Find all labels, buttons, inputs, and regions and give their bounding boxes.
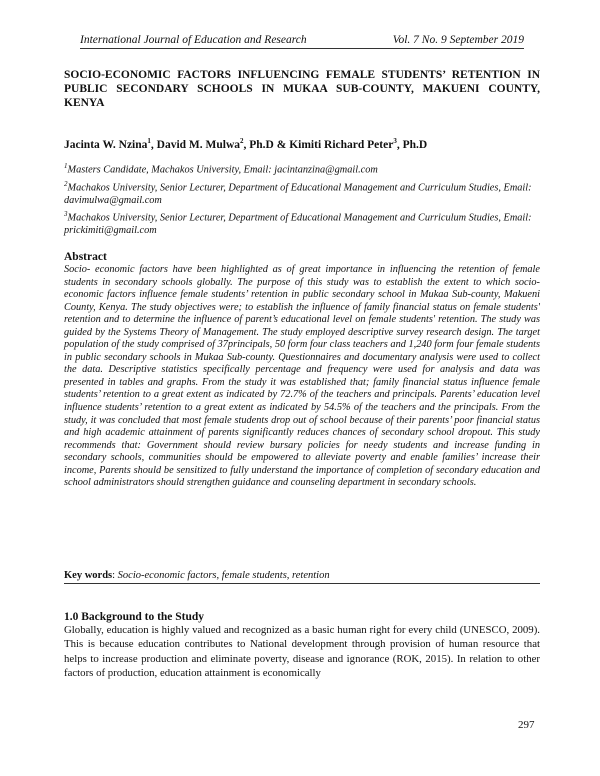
running-header — [80, 34, 524, 49]
author-separator: , Ph.D & — [243, 138, 290, 151]
affiliations — [64, 160, 540, 238]
keywords — [64, 570, 540, 584]
author-affil-mark: 3 — [393, 137, 397, 145]
author-separator: , Ph.D — [396, 138, 428, 151]
section-heading: 1.0 Background to the Study — [64, 611, 205, 623]
abstract-heading: Abstract — [64, 251, 107, 263]
affiliation-item — [64, 178, 540, 208]
author-separator: , — [150, 138, 157, 151]
affiliation-text: Machakos University, Senior Lecturer, Department of Educational Management and Curriculum Studies, Email: davimulwa@gmail.com — [64, 181, 532, 206]
section-body: Globally, education is highly valued and recognized as a basic human right for every child (UNESCO, 2009). This is because education contributes to National development through provision of human resource that helps to increase production and eliminate poverty, disease and ignorance (ROK, 2015). In relation to other factors of production, education attainment is economically — [64, 624, 540, 679]
author-affil-mark: 1 — [147, 137, 151, 145]
keywords-colon: : — [112, 570, 118, 581]
page-number: 297 — [518, 719, 535, 731]
author-affil-mark: 2 — [240, 137, 244, 145]
affiliation-item — [64, 160, 540, 177]
keywords-label: Key words — [64, 570, 113, 581]
affiliation-text: Masters Candidate, Machakos University, Email: jacintanzina@gmail.com — [67, 164, 378, 176]
author-name: David M. Mulwa — [156, 138, 241, 151]
author-name: Kimiti Richard Peter — [289, 138, 394, 151]
author-name: Jacinta W. Nzina — [64, 138, 148, 151]
affiliation-mark: 3 — [64, 209, 68, 218]
affiliation-mark: 1 — [64, 162, 68, 170]
affiliation-mark: 2 — [64, 179, 68, 188]
journal-name: International Journal of Education and Research — [80, 34, 307, 46]
affiliation-text: Machakos University, Senior Lecturer, Department of Educational Management and Curriculum Studies, Email: prickimiti@gmail.com — [64, 212, 532, 236]
author-line — [64, 137, 540, 151]
keywords-text: Socio-economic factors, female students, retention — [117, 570, 330, 581]
volume-info: Vol. 7 No. 9 September 2019 — [392, 34, 524, 46]
affiliation-item — [64, 208, 540, 238]
paper-title: SOCIO-ECONOMIC FACTORS INFLUENCING FEMALE STUDENTS’ RETENTION IN PUBLIC SECONDARY SCHOOLS IN MUKAA SUB-COUNTY, MAKUENI COUNTY, KENYA — [64, 69, 540, 109]
abstract-text: Socio- economic factors have been highlighted as of great importance in influencing the retention of female students in secondary schools globally. The purpose of this study was to establish the extent to which socio-economic factors influence female students’ retention in public secondary school in Mukaa Sub-county, Makueni County, Kenya. The study objectives were; to establish the influence of family financial status on female students' retention and to determine the influence of parent’s educational level on female students' retention. The study was guided by the Systems Theory of Management. The study employed descriptive survey research design. The target population of the study comprised of 37principals, 50 form four class teachers and 1,240 form four female students in public secondary schools in Mukaa Sub-county. Questionnaires and documentary analysis were used to collect the data. Descriptive statistics specifically percentage and frequency were used for analysis and data was presented in tables and graphs. From the study it was established that; family financial status influence female students’ retention to a great extent as indicated by 72.7% of the teachers and principals. Parents’ education level influence students’ retention to a great extent as indicated by 54.5% of the teachers and the principals. From the study, it was concluded that most female students drop out of school because of their parents’ poor financial status and high academic attainment of parents significantly reduces chances of secondary school dropout. This study recommends that: Government should review bursary policies for needy students and increase funding in secondary schools, communities should be empowered to alleviate poverty and enable families’ increase their income, Parents should be sensitized to fully understand the importance of completion of secondary education and school administrators should strengthen guidance and counseling department in secondary schools. — [64, 264, 540, 489]
